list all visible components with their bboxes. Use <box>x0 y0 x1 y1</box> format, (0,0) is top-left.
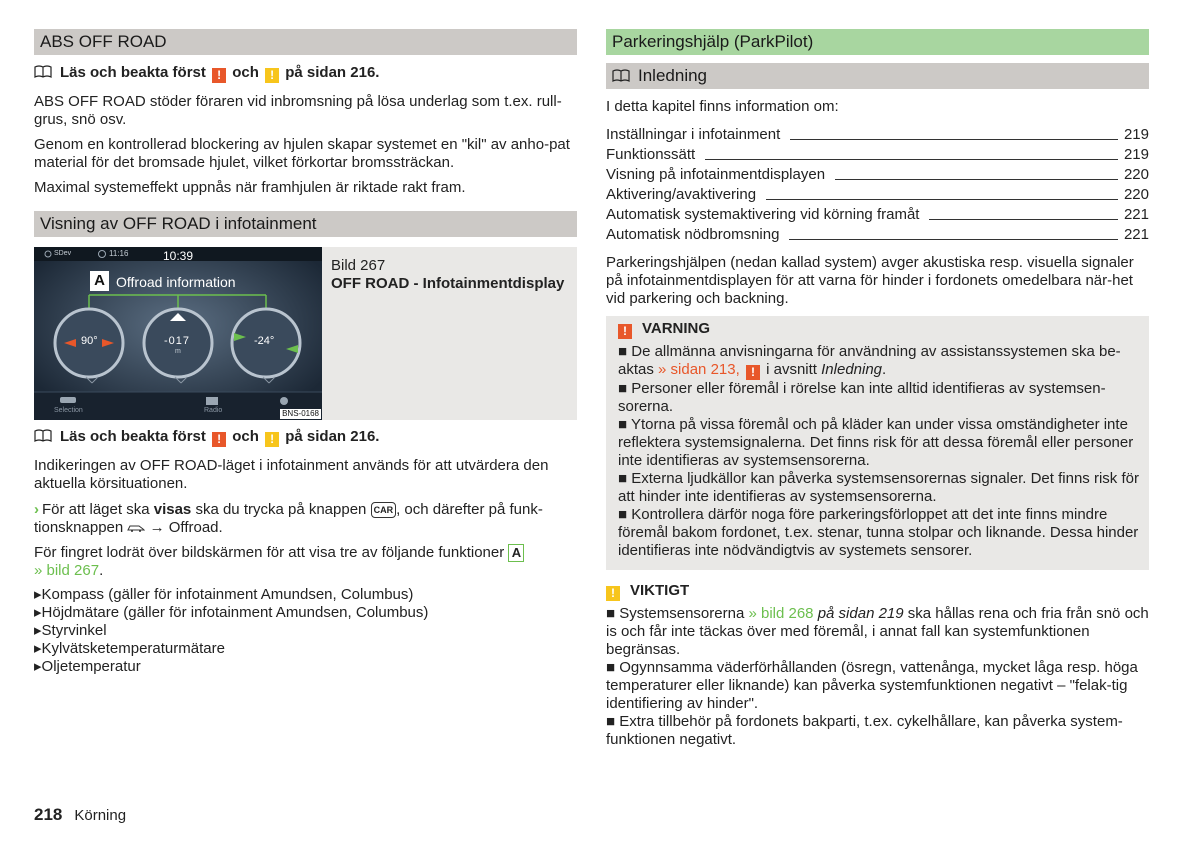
list-item: ▸Oljetemperatur <box>34 658 141 675</box>
toc-row[interactable]: Aktivering/avaktivering 220 <box>606 186 1149 203</box>
toc-row[interactable]: Automatisk systemaktivering vid körning framåt 221 <box>606 206 1149 223</box>
infotainment-screen-image <box>34 247 322 420</box>
function-list <box>34 586 577 676</box>
warning-box <box>606 316 1149 570</box>
right-column <box>606 29 1149 749</box>
figure-link[interactable]: » bild 267 <box>34 562 100 579</box>
section-heading-abs-off-road: ABS OFF ROAD <box>34 29 577 55</box>
figure-title: OFF ROAD - Infotainmentdisplay <box>331 275 565 292</box>
gauge1-value: 90° <box>81 335 98 347</box>
bullet-triangle-icon: ▸ <box>34 586 42 603</box>
bottom-mid-text: Radio <box>204 407 223 414</box>
paragraph: För fingret lodrät över bildskärmen för att visa tre av följande funktioner A » bild 267. <box>34 544 577 580</box>
gauge2-value: -017 <box>164 335 191 347</box>
important-item: ■ Extra tillbehör på fordonets bakparti, t.ex. cykelhållare, kan påverka system-funktionen negativt. <box>606 713 1123 748</box>
chapter-heading-parkpilot: Parkeringshjälp (ParkPilot) <box>606 29 1149 55</box>
warning-item: ■ Kontrollera därför noga före parkeringsförloppet att det inte finns mindre föremål bakom fordonet, t.ex. stenar, tunna stolpar och liknande. Dessa hinder identifieras inte nödvändigtvis av systemets sensorer. <box>618 506 1139 559</box>
section-heading-visning: Visning av OFF ROAD i infotainment <box>34 211 577 237</box>
toc-leader <box>929 219 1118 220</box>
table-of-contents <box>606 124 1149 244</box>
page-number: 218 <box>34 805 63 824</box>
offroad-title-text: Offroad information <box>116 274 236 290</box>
notice-yellow-icon: ! <box>606 586 620 601</box>
list-item: ▸Kylvätsketemperaturmätare <box>34 640 225 657</box>
page-link[interactable]: » sidan 213, <box>658 361 740 378</box>
important-box <box>606 582 1149 749</box>
book-icon <box>34 429 52 442</box>
warning-item: ■ Personer eller föremål i rörelse kan inte alltid identifieras av systemsen-sorerna. <box>618 380 1106 415</box>
toc-leader <box>705 159 1118 160</box>
bullet-triangle-icon: ▸ <box>34 658 42 675</box>
warning-red-icon: ! <box>618 324 632 339</box>
warning-heading: ! VARNING <box>618 320 1139 339</box>
notice-yellow-icon: ! <box>265 68 279 83</box>
clock-big-text: 10:39 <box>163 249 194 263</box>
car-button-icon: CAR <box>371 502 397 518</box>
toc-leader <box>790 139 1118 140</box>
status-left-text: SDev <box>54 250 72 257</box>
label-box-A: A <box>90 271 109 291</box>
footer-section: Körning <box>74 807 127 824</box>
clock-small-text: 11:16 <box>109 249 129 258</box>
warning-red-icon: ! <box>212 68 226 83</box>
list-item: ▸Höjdmätare (gäller för infotainment Amundsen, Columbus) <box>34 604 429 621</box>
toc-row[interactable]: Visning på infotainmentdisplayen 220 <box>606 166 1149 183</box>
toc-row[interactable]: Automatisk nödbromsning 221 <box>606 226 1149 243</box>
gauge2-unit: m <box>175 348 181 355</box>
figure-number: Bild 267 <box>331 257 386 274</box>
paragraph: Parkeringshjälpen (nedan kallad system) avger akustiska resp. visuella signaler på infotainmentdisplayen för att varna för hinder i fordonets omedelbara när-het vid parkering och backning. <box>606 254 1134 307</box>
toc-row[interactable]: Inställningar i infotainment 219 <box>606 126 1149 143</box>
book-icon <box>34 65 52 78</box>
paragraph: Maximal systemeffekt uppnås när framhjulen är riktade rakt fram. <box>34 179 466 196</box>
figure-code: BNS-0168 <box>282 409 319 418</box>
notice-yellow-icon: ! <box>265 432 279 447</box>
important-item: ■ Systemsensorerna » bild 268 på sidan 219 ska hållas rena och fria från snö och is och får inte täckas över med föremål, i annat fall kan systemfunktionen begränsas. <box>606 605 1149 658</box>
intro-text: I detta kapitel finns information om: <box>606 98 839 115</box>
gauge3-value: -24° <box>254 335 275 347</box>
warning-red-icon: ! <box>212 432 226 447</box>
car-offroad-icon <box>127 519 145 536</box>
important-item: ■ Ogynnsamma väderförhållanden (ösregn, vattenånga, mycket låga resp. höga temperaturer eller liknande) kan påverka systemfunktionen negativt – "felak-tig identifiering av hinder". <box>606 659 1138 712</box>
paragraph: ABS OFF ROAD stöder föraren vid inbromsning på lösa underlag som t.ex. rull-grus, snö osv. <box>34 93 562 128</box>
bullet-triangle-icon: ▸ <box>34 622 42 639</box>
left-column <box>34 29 577 676</box>
figure-267 <box>34 247 577 420</box>
book-icon <box>612 69 630 82</box>
toc-leader <box>835 179 1118 180</box>
warning-item: ■ Externa ljudkällor kan påverka systemsensorernas signaler. Det finns risk för att hinder inte identifieras av systemsensorerna. <box>618 470 1139 505</box>
warning-item: ■ Ytorna på vissa föremål och på kläder kan under vissa omständigheter inte reflektera systemsignalerna. Det finns risk för att dessa föremål eller personer inte identifieras av systemsensorerna. <box>618 416 1134 469</box>
bottom-left-text: Selection <box>54 407 83 414</box>
warning-item: ■ De allmänna anvisningarna för användning av assistanssystemen ska be-aktas » sidan 213, ! i avsnitt Inledning. <box>618 343 1121 379</box>
read-first-note: Läs och beakta först ! och ! på sidan 216. <box>34 428 577 447</box>
toc-row[interactable]: Funktionssätt 219 <box>606 146 1149 163</box>
figure-caption <box>331 257 571 293</box>
list-item: ▸Kompass (gäller för infotainment Amundsen, Columbus) <box>34 586 414 603</box>
bullet-triangle-icon: ▸ <box>34 604 42 621</box>
warning-red-icon: ! <box>746 365 760 380</box>
read-first-note: Läs och beakta först ! och ! på sidan 216. <box>34 64 577 83</box>
section-heading-inledning: Inledning <box>606 63 1149 89</box>
callout-A-box: A <box>508 544 524 562</box>
step-arrow-icon: › <box>34 501 39 518</box>
list-item: ▸Styrvinkel <box>34 622 107 639</box>
paragraph: Genom en kontrollerad blockering av hjulen skapar systemet en "kil" av anho-pat material för det bromsade hjulet, vilket förkortar bromssträckan. <box>34 136 570 171</box>
bullet-triangle-icon: ▸ <box>34 640 42 657</box>
toc-leader <box>766 199 1118 200</box>
toc-leader <box>789 239 1118 240</box>
step-instruction: › För att läget ska visas ska du trycka på knappen CAR , och därefter på funk-tionsknappen → Offroad. <box>34 501 543 536</box>
important-heading: ! VIKTIGT <box>606 582 1149 601</box>
paragraph: Indikeringen av OFF ROAD-läget i infotainment används för att utvärdera den aktuella körsituationen. <box>34 457 549 492</box>
page-footer <box>34 806 126 825</box>
figure-link[interactable]: » bild 268 <box>748 605 814 622</box>
